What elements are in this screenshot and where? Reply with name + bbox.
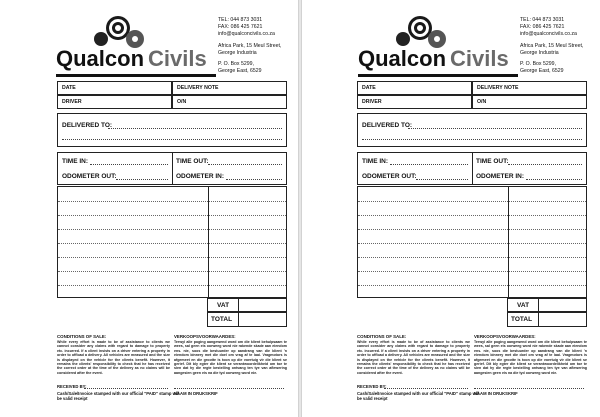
table-row[interactable] <box>58 285 286 286</box>
company-name-secondary: Civils <box>450 46 509 71</box>
received-by-label: RECEIVED BY: <box>57 384 87 389</box>
delivered-to-label: DELIVERED TO: <box>62 122 113 129</box>
contact-fax: FAX: 086 425 7621 <box>218 24 263 31</box>
gear-icon <box>94 32 108 46</box>
voorwaardes-title: VERKOOPSVOORWAARDES: <box>174 334 236 339</box>
voorwaardes-body: Terwyl alle poging aangewend word om die klient behulpsaam te wees, sal geen eis oorweeg word nie rakende skade aan eiendom ens. nie, soos die bestuurder op aandrang van die klient 'n eiendom binnery met die doel om vrag af te laai. Vragmotors is afgemeet en die grootte is toon op die voertuig vir die klient se gerief. Dit bly egter die klient se verantwoordelikheid om toe te sien dat hy die regte bestelling ontvang ten tye van aflewering aangesien geen eis na die tyd oorweeg word nie. <box>474 340 587 375</box>
o-n-field[interactable] <box>472 95 587 109</box>
time-out-label: TIME OUT: <box>176 158 209 165</box>
date-label: DATE <box>62 85 76 91</box>
table-row[interactable] <box>58 215 286 216</box>
stamp-note-line2: be valid receipt <box>57 396 88 401</box>
driver-label: DRIVER <box>62 99 82 105</box>
contact-block <box>520 17 600 75</box>
company-name <box>358 46 509 72</box>
o-n-field[interactable] <box>172 95 287 109</box>
total-label: TOTAL <box>211 316 233 323</box>
delivered-to-label: DELIVERED TO: <box>362 122 413 129</box>
table-row[interactable] <box>58 229 286 230</box>
contact-address-line2: George Industria <box>520 49 559 56</box>
delivery-note-sheet-right <box>302 0 600 417</box>
contact-address-line2: George Industria <box>218 49 257 56</box>
contact-email: info@qualconcivils.co.za <box>218 31 275 38</box>
voorwaardes-body: Terwyl alle poging aangewend word om die klient behulpsaam te wees, sal geen eis oorweeg word nie rakende skade aan eiendom ens. nie, soos die bestuurder op aandrang van die klient 'n eiendom binnery met die doel om vrag af te laai. Vragmotors is afgemeet en die grootte is toon op die voertuig vir die klient se gerief. Dit bly egter die klient se verantwoordelikheid om toe te sien dat hy die regte bestelling ontvang ten tye van aflewering aangesien geen eis na die tyd oorweeg word nie. <box>174 340 287 375</box>
table-row[interactable] <box>358 201 586 202</box>
delivery-note-field[interactable] <box>172 81 287 95</box>
date-label: DATE <box>362 85 376 91</box>
odometer-in-label: ODOMETER IN: <box>476 173 525 180</box>
contact-po-city: George East, 6529 <box>218 68 262 75</box>
items-table <box>357 186 587 298</box>
table-row[interactable] <box>358 285 586 286</box>
total-label: TOTAL <box>511 316 533 323</box>
time-in-label: TIME IN: <box>62 158 88 165</box>
conditions-title: CONDITIONS OF SALE: <box>57 334 107 339</box>
time-out-label: TIME OUT: <box>476 158 509 165</box>
driver-field[interactable] <box>57 95 172 109</box>
gear-icon <box>396 32 410 46</box>
delivery-note-field[interactable] <box>472 81 587 95</box>
items-table <box>57 186 287 298</box>
company-name <box>56 46 207 72</box>
odometer-out-label: ODOMETER OUT: <box>62 173 117 180</box>
table-row[interactable] <box>358 257 586 258</box>
vat-field[interactable] <box>507 298 587 312</box>
driver-field[interactable] <box>357 95 472 109</box>
stamp-note-line2: be valid receipt <box>357 396 388 401</box>
contact-tel: TEL: 044 873 3031 <box>218 17 263 23</box>
logo-underline <box>358 74 518 77</box>
contact-tel: TEL: 044 873 3031 <box>520 17 565 23</box>
table-row[interactable] <box>358 243 586 244</box>
odometer-out-label: ODOMETER OUT: <box>362 173 417 180</box>
table-row[interactable] <box>58 271 286 272</box>
voorwaardes-title: VERKOOPSVOORWAARDES: <box>474 334 536 339</box>
company-name-primary: Qualcon <box>358 46 447 71</box>
conditions-body: While every effort is made to be of assistance to clients we cannot consider any claims with regard to damage to property etc. incurred. If a client insists on a driver entering a property in order to offload a delivery. All vehicles are measured and the size is displayed on the vehicle for the clients benefit. However, it remains the clients' responsibility to check that he has received the correct order at the time of the delivery as no claims will be considered after the event. <box>357 340 470 375</box>
table-row[interactable] <box>358 229 586 230</box>
delivered-to-field[interactable] <box>357 113 587 147</box>
company-name-primary: Qualcon <box>56 46 145 71</box>
table-row[interactable] <box>58 243 286 244</box>
total-field[interactable] <box>207 312 287 327</box>
received-by-label: RECEIVED BY: <box>357 384 387 389</box>
conditions-body: While every effort is made to be of assistance to clients we cannot consider any claims with regard to damage to property etc. incurred. If a client insists on a driver entering a property in order to offload a delivery. All vehicles are measured and the size is displayed on the vehicle for the clients benefit. However, it remains the clients' responsibility to check that he has received the correct order at the time of the delivery as no claims will be considered after the event. <box>57 340 170 375</box>
table-row[interactable] <box>358 271 586 272</box>
contact-address-line1: Africa Park, 15 Meul Street, <box>520 42 584 49</box>
stamp-note-line1: Cash/Sale/Invoice stamped with our official "PAID" stamp will <box>357 391 480 396</box>
total-field[interactable] <box>507 312 587 327</box>
contact-block <box>218 17 298 75</box>
naam-label: NAAM IN DRUKSKRIF <box>474 391 518 396</box>
time-odometer-box <box>357 152 587 185</box>
contact-po-box: P. O. Box 5299, <box>218 61 254 68</box>
delivery-note-label: DELIVERY NOTE <box>177 85 219 91</box>
conditions-title: CONDITIONS OF SALE: <box>357 334 407 339</box>
contact-po-city: George East, 6529 <box>520 68 564 75</box>
vat-label: VAT <box>217 302 230 309</box>
company-logo <box>56 16 206 80</box>
odometer-in-label: ODOMETER IN: <box>176 173 225 180</box>
company-name-secondary: Civils <box>148 46 207 71</box>
contact-fax: FAX: 086 425 7621 <box>520 24 565 31</box>
naam-label: NAAM IN DRUKSKRIF <box>174 391 218 396</box>
contact-email: info@qualconcivils.co.za <box>520 31 577 38</box>
logo-underline <box>56 74 216 77</box>
table-row[interactable] <box>58 257 286 258</box>
vat-label: VAT <box>517 302 530 309</box>
time-odometer-box <box>57 152 287 185</box>
o-n-label: O/N <box>477 99 487 105</box>
time-in-label: TIME IN: <box>362 158 388 165</box>
driver-label: DRIVER <box>362 99 382 105</box>
company-logo <box>358 16 508 80</box>
table-row[interactable] <box>58 201 286 202</box>
contact-po-box: P. O. Box 5299, <box>520 61 556 68</box>
date-field[interactable] <box>57 81 172 95</box>
contact-address-line1: Africa Park, 15 Meul Street, <box>218 42 282 49</box>
delivery-note-sheet-left <box>0 0 298 417</box>
date-field[interactable] <box>357 81 472 95</box>
delivered-to-field[interactable] <box>57 113 287 147</box>
stamp-note-line1: Cash/Sale/Invoice stamped with our official "PAID" stamp will <box>57 391 180 396</box>
o-n-label: O/N <box>177 99 187 105</box>
table-row[interactable] <box>358 215 586 216</box>
vat-field[interactable] <box>207 298 287 312</box>
delivery-note-label: DELIVERY NOTE <box>477 85 519 91</box>
